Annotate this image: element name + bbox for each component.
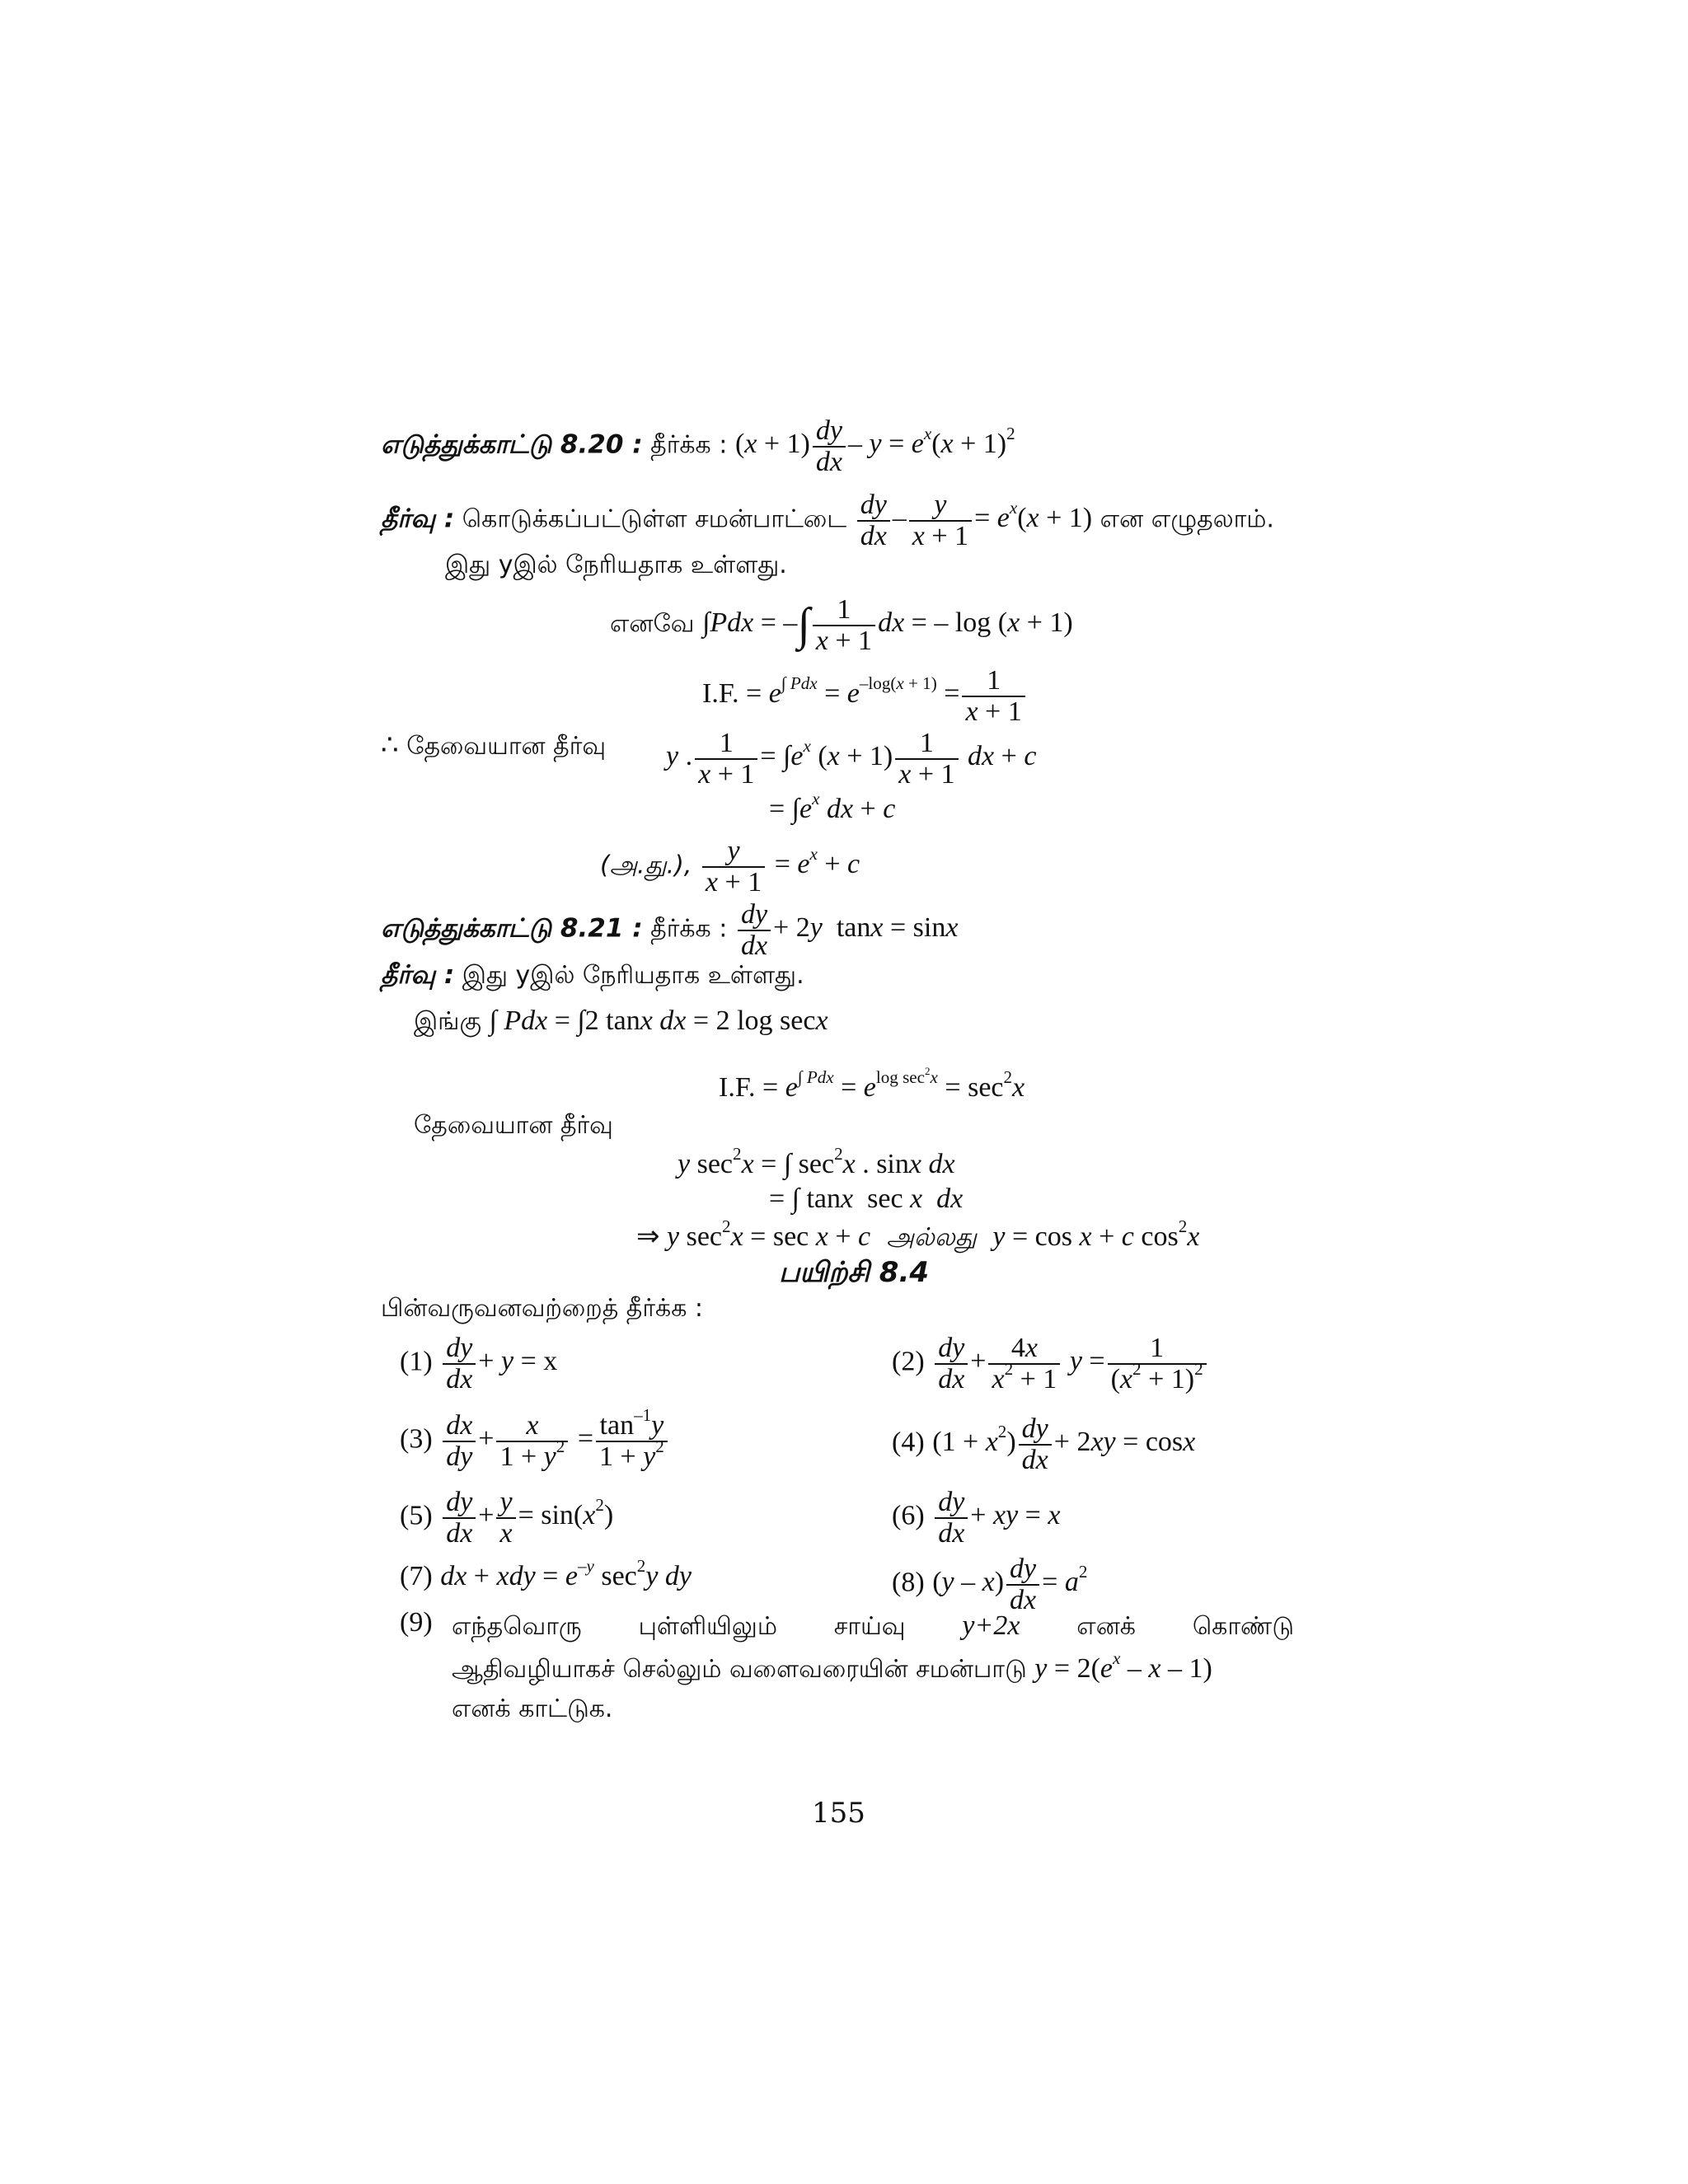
- exercise-question-5: (5) $\frac{dy}{dx}$ + $\frac{y}{x}$ = $\sin(x^2)$: [400, 1487, 614, 1549]
- solution-label: தீர்வு :: [381, 960, 455, 990]
- equation: (x + 1) $\frac{dy}{dx}$ – $y = e^x(x + 1)^2$: [734, 415, 1015, 477]
- solution-final: (அ.து.), $\frac{y}{x + 1}$ = $e^x + c$: [600, 836, 860, 898]
- exercise-question-1: (1) $\frac{dy}{dx}$ + y = x: [400, 1333, 558, 1394]
- exercise-question-8: (8) (y – x) $\frac{dy}{dx}$ = $a^2$: [892, 1554, 1088, 1615]
- page-number: 155: [812, 1797, 865, 1830]
- example-label: எடுத்துக்காட்டு 8.21 :: [381, 913, 643, 944]
- solution-final-2: ⇒ y $\sec^2x = \sec x + c$ அல்லது y = cos x + c $\cos^2x$: [636, 1216, 1200, 1252]
- exercise-question-9-line-3: எனக் காட்டுக.: [452, 1694, 613, 1723]
- example-label: எடுத்துக்காட்டு 8.20 :: [381, 429, 643, 460]
- solution-step-2: = $\int e^x$ dx + c: [769, 789, 896, 824]
- exercise-question-6: (6) $\frac{dy}{dx}$ + xy = x: [892, 1487, 1061, 1549]
- rewrite-suffix: என எழுதலாம்.: [1100, 504, 1274, 534]
- solution-step-1: y . $\frac{1}{x + 1}$ = $\int e^x$ (x + 1) $\frac{1}{x + 1}$ dx + c: [666, 728, 1037, 790]
- example-8-20-heading: [381, 416, 1015, 476]
- integral-p: எனவே ∫Pdx = –∫ $\frac{1}{x + 1}$ dx = – log (x + 1): [610, 594, 1073, 656]
- solve-prompt: தீர்க்க :: [650, 430, 728, 460]
- solve-prompt: தீர்க்க :: [650, 914, 728, 944]
- rewrite-text: கொடுக்கப்பட்டுள்ள சமன்பாட்டை: [462, 504, 847, 534]
- integral-p-2: இங்கு ∫ Pdx = ∫2 tanx dx = 2 log secx: [414, 1005, 828, 1036]
- hence-text: எனவே: [610, 609, 695, 639]
- linear-note: இது yஇல் நேரியதாக உள்ளது.: [445, 551, 787, 579]
- exercise-question-2: (2) $\frac{dy}{dx}$ + $\frac{4x}{x^2 + 1}$ y = $\frac{1}{(x^2 + 1)^2}$: [892, 1333, 1209, 1394]
- exercise-question-3: (3) $\frac{dx}{dy}$ + $\frac{x}{1 + y^2}$ = $\frac{\tan^{-1}y}{1 + y^2}$: [400, 1411, 670, 1471]
- solution-step-4: = ∫ tanx sec x dx: [769, 1183, 964, 1214]
- exercise-question-7: (7) dx + xdy = $e^{-y}$ $\sec^2y$ dy: [400, 1556, 692, 1591]
- required-solution-1: ∴ தேவையான தீர்வு: [381, 730, 607, 761]
- ie-text: (அ.து.),: [600, 851, 692, 880]
- equation: $\frac{dy}{dx}$ + 2y tanx = sinx: [735, 912, 958, 943]
- exercise-question-9-number: (9): [400, 1607, 433, 1638]
- or-text: அல்லது: [886, 1223, 977, 1252]
- rewritten-equation: $\frac{dy}{dx}$ – $\frac{y}{x + 1}$ = $e^x(x + 1)$: [855, 503, 1092, 533]
- solution-step-3: y $\sec^2x$ = ∫ $\sec^2x$ . sinx dx: [678, 1144, 955, 1179]
- linear-note: இது yஇல் நேரியதாக உள்ளது.: [462, 961, 804, 990]
- here-text: இங்கு: [414, 1007, 481, 1036]
- exercise-question-9-line-1: எந்தவொரு புள்ளியிலும் சாய்வு y+2x எனக் கொண்டு: [452, 1610, 1294, 1641]
- exercise-title: பயிற்சி 8.4: [779, 1256, 930, 1289]
- solution-8-20-rewrite: [381, 490, 1274, 551]
- example-8-21-heading: [381, 900, 958, 960]
- exercise-question-9-line-2: ஆதிவழியாகச் செல்லும் வளைவரையின் சமன்பாடு $y = 2(e^x - x - 1)$: [452, 1648, 1212, 1684]
- solution-8-21-note: [381, 960, 804, 990]
- integrating-factor: I.F. = $e^{\int Pdx} = e^{-log(x + 1)}$ = $\frac{1}{x + 1}$: [702, 666, 1028, 726]
- exercise-question-4: (4) $(1 + x^2)$ $\frac{dy}{dx}$ + 2xy = cosx: [892, 1413, 1196, 1475]
- required-solution-text-2: தேவையான தீர்வு: [414, 1111, 613, 1140]
- integrating-factor-2: I.F. = $e^{\int Pdx} = e^{log sec^2x} = \sec^2x$: [719, 1065, 1025, 1103]
- required-solution-text: தேவையான தீர்வு: [406, 732, 607, 761]
- solution-label: தீர்வு :: [381, 504, 455, 534]
- exercise-instruction: பின்வருவனவற்றைத் தீர்க்க :: [381, 1294, 704, 1323]
